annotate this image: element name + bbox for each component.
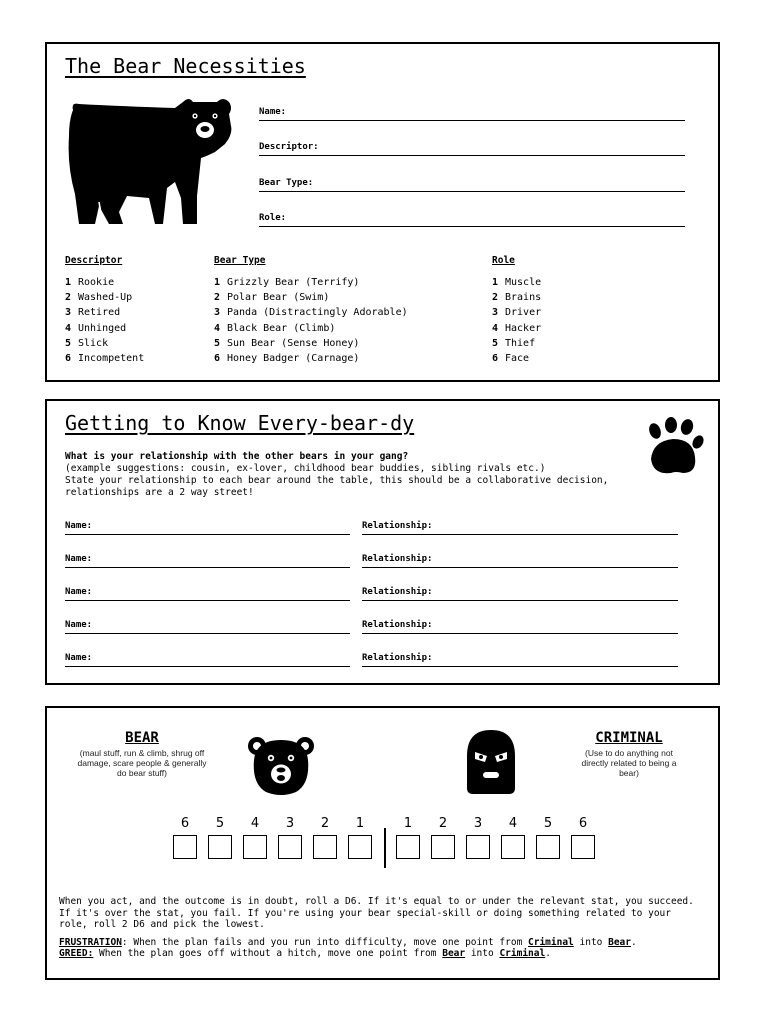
question: What is your relationship with the other bears in your gang? (65, 451, 409, 462)
frustration-label: FRUSTRATION (59, 936, 122, 948)
criminal-track-number: 5 (543, 816, 553, 831)
relationship-field[interactable]: Relationship: (362, 652, 678, 667)
descriptor-heading: Descriptor (65, 255, 123, 266)
criminal-stat-box[interactable] (431, 835, 455, 859)
criminal-track-number: 3 (473, 816, 483, 831)
instruction-text: State your relationship to each bear around the table, this should be a collaborative decision, relationships are a 2 way street! (65, 475, 609, 498)
list-item: 1 Muscle (492, 277, 542, 288)
bear-track-number: 2 (320, 816, 330, 831)
bear-name-field[interactable]: Name: (65, 619, 350, 634)
bear-track-number: 1 (355, 816, 365, 831)
criminal-track-number: 6 (578, 816, 588, 831)
sheet-title: The Bear Necessities (65, 54, 306, 78)
paw-print-icon (641, 417, 705, 477)
list-item: 5 Sun Bear (Sense Honey) (214, 337, 360, 349)
role-field[interactable]: Role: (259, 212, 685, 227)
bear-name-field[interactable]: Name: (65, 652, 350, 667)
bear-track-number: 3 (285, 816, 295, 831)
criminal-stat-box[interactable] (466, 835, 490, 859)
bear-stat-box[interactable] (348, 835, 372, 859)
list-item: 2 Polar Bear (Swim) (214, 292, 330, 304)
list-item: 5 Slick (65, 337, 109, 349)
criminal-stat-box[interactable] (501, 835, 525, 859)
descriptor-field[interactable]: Descriptor: (259, 141, 685, 156)
criminal-track-number: 1 (403, 816, 413, 831)
list-item: 2 Washed-Up (65, 292, 133, 304)
relationship-field[interactable]: Relationship: (362, 553, 678, 568)
bear-type-heading: Bear Type (214, 255, 266, 266)
bear-stat-box[interactable] (208, 835, 232, 859)
greed-label: GREED: (59, 948, 94, 959)
sheet-title: Getting to Know Every-bear-dy (65, 411, 415, 435)
list-item: 4 Black Bear (Climb) (214, 322, 336, 334)
list-item: 6 Incompetent (65, 352, 145, 364)
bear-track-number: 6 (180, 816, 190, 831)
bear-name-field[interactable]: Name: (65, 586, 350, 601)
bear-stat-title: BEAR (125, 730, 159, 746)
bear-stat-description: (maul stuff, run & climb, shrug off damage, scare people & generally do bear stuff) (77, 748, 207, 778)
criminal-stat-box[interactable] (571, 835, 595, 859)
list-item: 1 Grizzly Bear (Terrify) (214, 277, 360, 288)
bear-type-table (214, 255, 408, 366)
criminal-track-number: 4 (508, 816, 518, 831)
greed-rule: GREED: When the plan goes off without a hitch, move one point from Bear into Criminal. (59, 948, 551, 959)
bear-stat-box[interactable] (278, 835, 302, 859)
name-field[interactable]: Name: (259, 106, 685, 121)
bear-track-number: 5 (215, 816, 225, 831)
bear-type-field[interactable]: Bear Type: (259, 177, 685, 192)
balaclava-criminal-icon (463, 726, 519, 796)
role-table (492, 255, 541, 366)
bear-name-field[interactable]: Name: (65, 520, 350, 535)
criminal-stat-description: (Use to do anything not directly related to being a bear) (581, 748, 677, 778)
relationship-field[interactable]: Relationship: (362, 520, 678, 535)
list-item: 6 Face (492, 352, 530, 364)
list-item: 3 Panda (Distractingly Adorable) (214, 307, 408, 319)
criminal-stat-box[interactable] (536, 835, 560, 859)
rules-text (59, 896, 704, 960)
descriptor-table (65, 255, 144, 366)
relationship-field[interactable]: Relationship: (362, 586, 678, 601)
criminal-stat-title: CRIMINAL (595, 730, 663, 746)
relationships-card (45, 399, 720, 685)
bear-track-number: 4 (250, 816, 260, 831)
list-item: 3 Retired (65, 307, 121, 319)
bear-stat-box[interactable] (313, 835, 337, 859)
criminal-stat-box[interactable] (396, 835, 420, 859)
frustration-rule: FRUSTRATION: When the plan fails and you run into difficulty, move one point from Criminal into Bear. (59, 936, 637, 948)
list-item: 4 Unhinged (65, 322, 127, 334)
stats-card (45, 706, 720, 980)
list-item: 6 Honey Badger (Carnage) (214, 352, 360, 364)
bear-silhouette-icon (65, 96, 237, 228)
criminal-track-number: 2 (438, 816, 448, 831)
instructions (65, 451, 625, 499)
list-item: 2 Brains (492, 292, 542, 304)
roll-rules: When you act, and the outcome is in doubt, roll a D6. If it's equal to or under the relevant stat, you succeed. If it's over the stat, you fail. If you're using your bear special-skill or doing something related to your role, roll 2 D6 and pick the lowest. (59, 896, 694, 930)
bear-face-icon (246, 734, 316, 796)
role-heading: Role (492, 255, 515, 266)
list-item: 5 Thief (492, 337, 536, 349)
examples: (example suggestions: cousin, ex-lover, childhood bear buddies, sibling rivals etc.) (65, 463, 546, 474)
list-item: 4 Hacker (492, 322, 542, 334)
bear-name-field[interactable]: Name: (65, 553, 350, 568)
track-divider (384, 828, 386, 868)
bear-stat-box[interactable] (173, 835, 197, 859)
character-sheet-card (45, 42, 720, 382)
bear-stat-box[interactable] (243, 835, 267, 859)
relationship-field[interactable]: Relationship: (362, 619, 678, 634)
list-item: 1 Rookie (65, 277, 115, 288)
list-item: 3 Driver (492, 307, 542, 319)
